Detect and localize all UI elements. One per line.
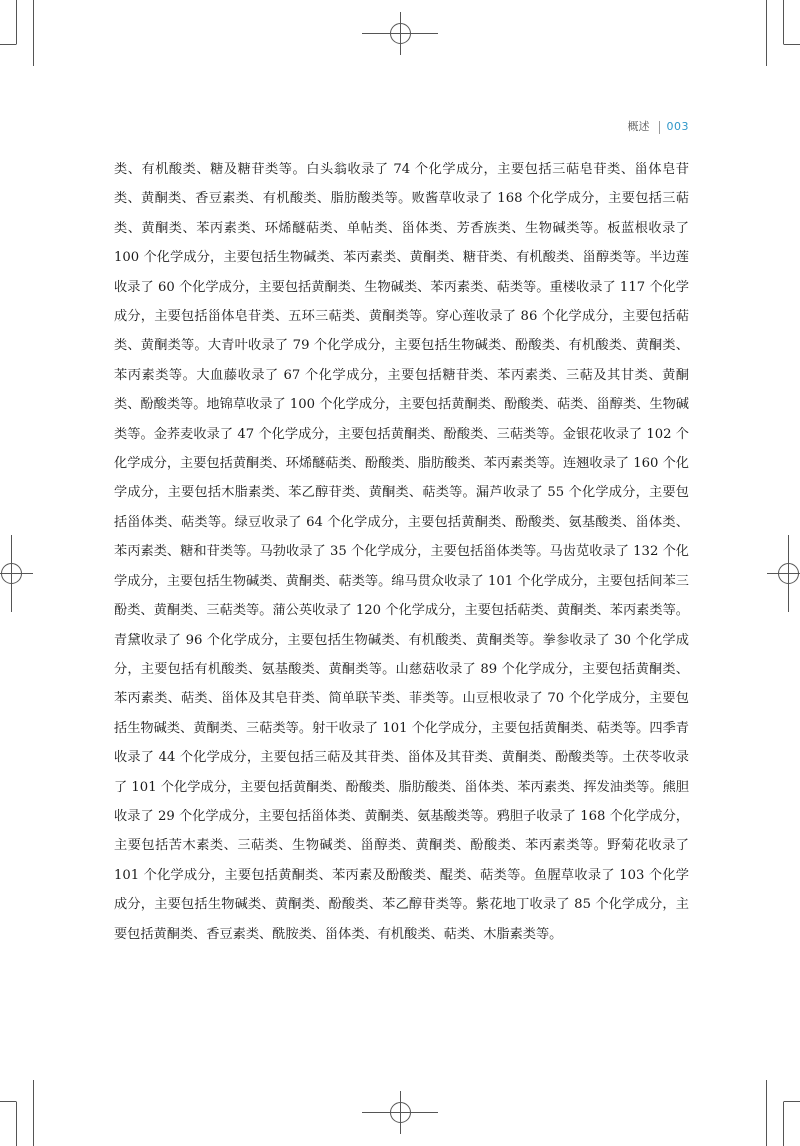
crop-mark-bottom-right: [767, 1080, 800, 1146]
registration-mark-right: [767, 535, 800, 612]
registration-mark-bottom: [362, 1091, 438, 1134]
header-divider: [659, 121, 660, 134]
crop-mark-bottom-left: [0, 1080, 34, 1146]
paragraph: 类、有机酸类、糖及糖苷类等。白头翁收录了 74 个化学成分，主要包括三萜皂苷类、甾体皂苷类、黄酮类、香豆素类、有机酸类、脂肪酸类等。败酱草收录了 168 个化学成分，主要包括三萜类、黄酮类、苯丙素类、环烯醚萜类、单帖类、甾体类、芳香族类、生物碱类等。板蓝根收录了 100 个化学成分，主要包括生物碱类、苯丙素类、黄酮类、糖苷类、有机酸类、甾醇类等。半边莲收录了 60 个化学成分，主要包括黄酮类、生物碱类、苯丙素类、萜类等。重楼收录了 117 个化学成分，主要包括甾体皂苷类、五环三萜类、黄酮类等。穿心莲收录了 86 个化学成分，主要包括萜类、黄酮类等。大青叶收录了 79 个化学成分，主要包括生物碱类、酚酸类、有机酸类、黄酮类、苯丙素类等。大血藤收录了 67 个化学成分，主要包括糖苷类、苯丙素类、三萜及其甘类、黄酮类、酚酸类等。地锦草收录了 100 个化学成分，主要包括黄酮类、酚酸类、萜类、甾醇类、生物碱类等。金荞麦收录了 47 个化学成分，主要包括黄酮类、酚酸类、三萜类等。金银花收录了 102 个化学成分，主要包括黄酮类、环烯醚萜类、酚酸类、脂肪酸类、苯丙素类等。连翘收录了 160 个化学成分，主要包括木脂素类、苯乙醇苷类、黄酮类、萜类等。漏芦收录了 55 个化学成分，主要包括甾体类、萜类等。绿豆收录了 64 个化学成分，主要包括黄酮类、酚酸类、氨基酸类、甾体类、苯丙素类、糖和苷类等。马勃收录了 35 个化学成分，主要包括甾体类等。马齿苋收录了 132 个化学成分，主要包括生物碱类、黄酮类、萜类等。绵马贯众收录了 101 个化学成分，主要包括间苯三酚类、黄酮类、三萜类等。蒲公英收录了 120 个化学成分，主要包括萜类、黄酮类、苯丙素类等。青黛收录了 96 个化学成分，主要包括生物碱类、有机酸类、黄酮类等。拳参收录了 30 个化学成分，主要包括有机酸类、氨基酸类、黄酮类等。山慈菇收录了 89 个化学成分，主要包括黄酮类、苯丙素类、萜类、甾体及其皂苷类、简单联苄类、菲类等。山豆根收录了 70 个化学成分，主要包括生物碱类、黄酮类、三萜类等。射干收录了 101 个化学成分，主要包括黄酮类、萜类等。四季青收录了 44 个化学成分，主要包括三萜及其苷类、甾体及其苷类、黄酮类、酚酸类等。土茯苓收录了 101 个化学成分，主要包括黄酮类、酚酸类、脂肪酸类、甾体类、苯丙素类、挥发油类等。熊胆收录了 29 个化学成分，主要包括甾体类、黄酮类、氨基酸类等。鸦胆子收录了 168 个化学成分，主要包括苦木素类、三萜类、生物碱类、甾醇类、黄酮类、酚酸类、苯丙素类等。野菊花收录了 101 个化学成分，主要包括黄酮类、苯丙素及酚酸类、醌类、萜类等。鱼腥草收录了 103 个化学成分，主要包括生物碱类、黄酮类、酚酸类、苯乙醇苷类等。紫花地丁收录了 85 个化学成分，主要包括黄酮类、香豆素类、酰胺类、甾体类、有机酸类、萜类、木脂素类等。: [114, 162, 689, 942]
registration-mark-top: [362, 12, 438, 55]
body-text: [114, 155, 689, 949]
page-number: 003: [666, 120, 689, 133]
crop-mark-top-left: [0, 0, 34, 66]
running-header: [628, 119, 690, 135]
registration-mark-left: [0, 535, 33, 612]
section-title: 概述: [627, 120, 650, 133]
crop-mark-top-right: [767, 0, 800, 66]
